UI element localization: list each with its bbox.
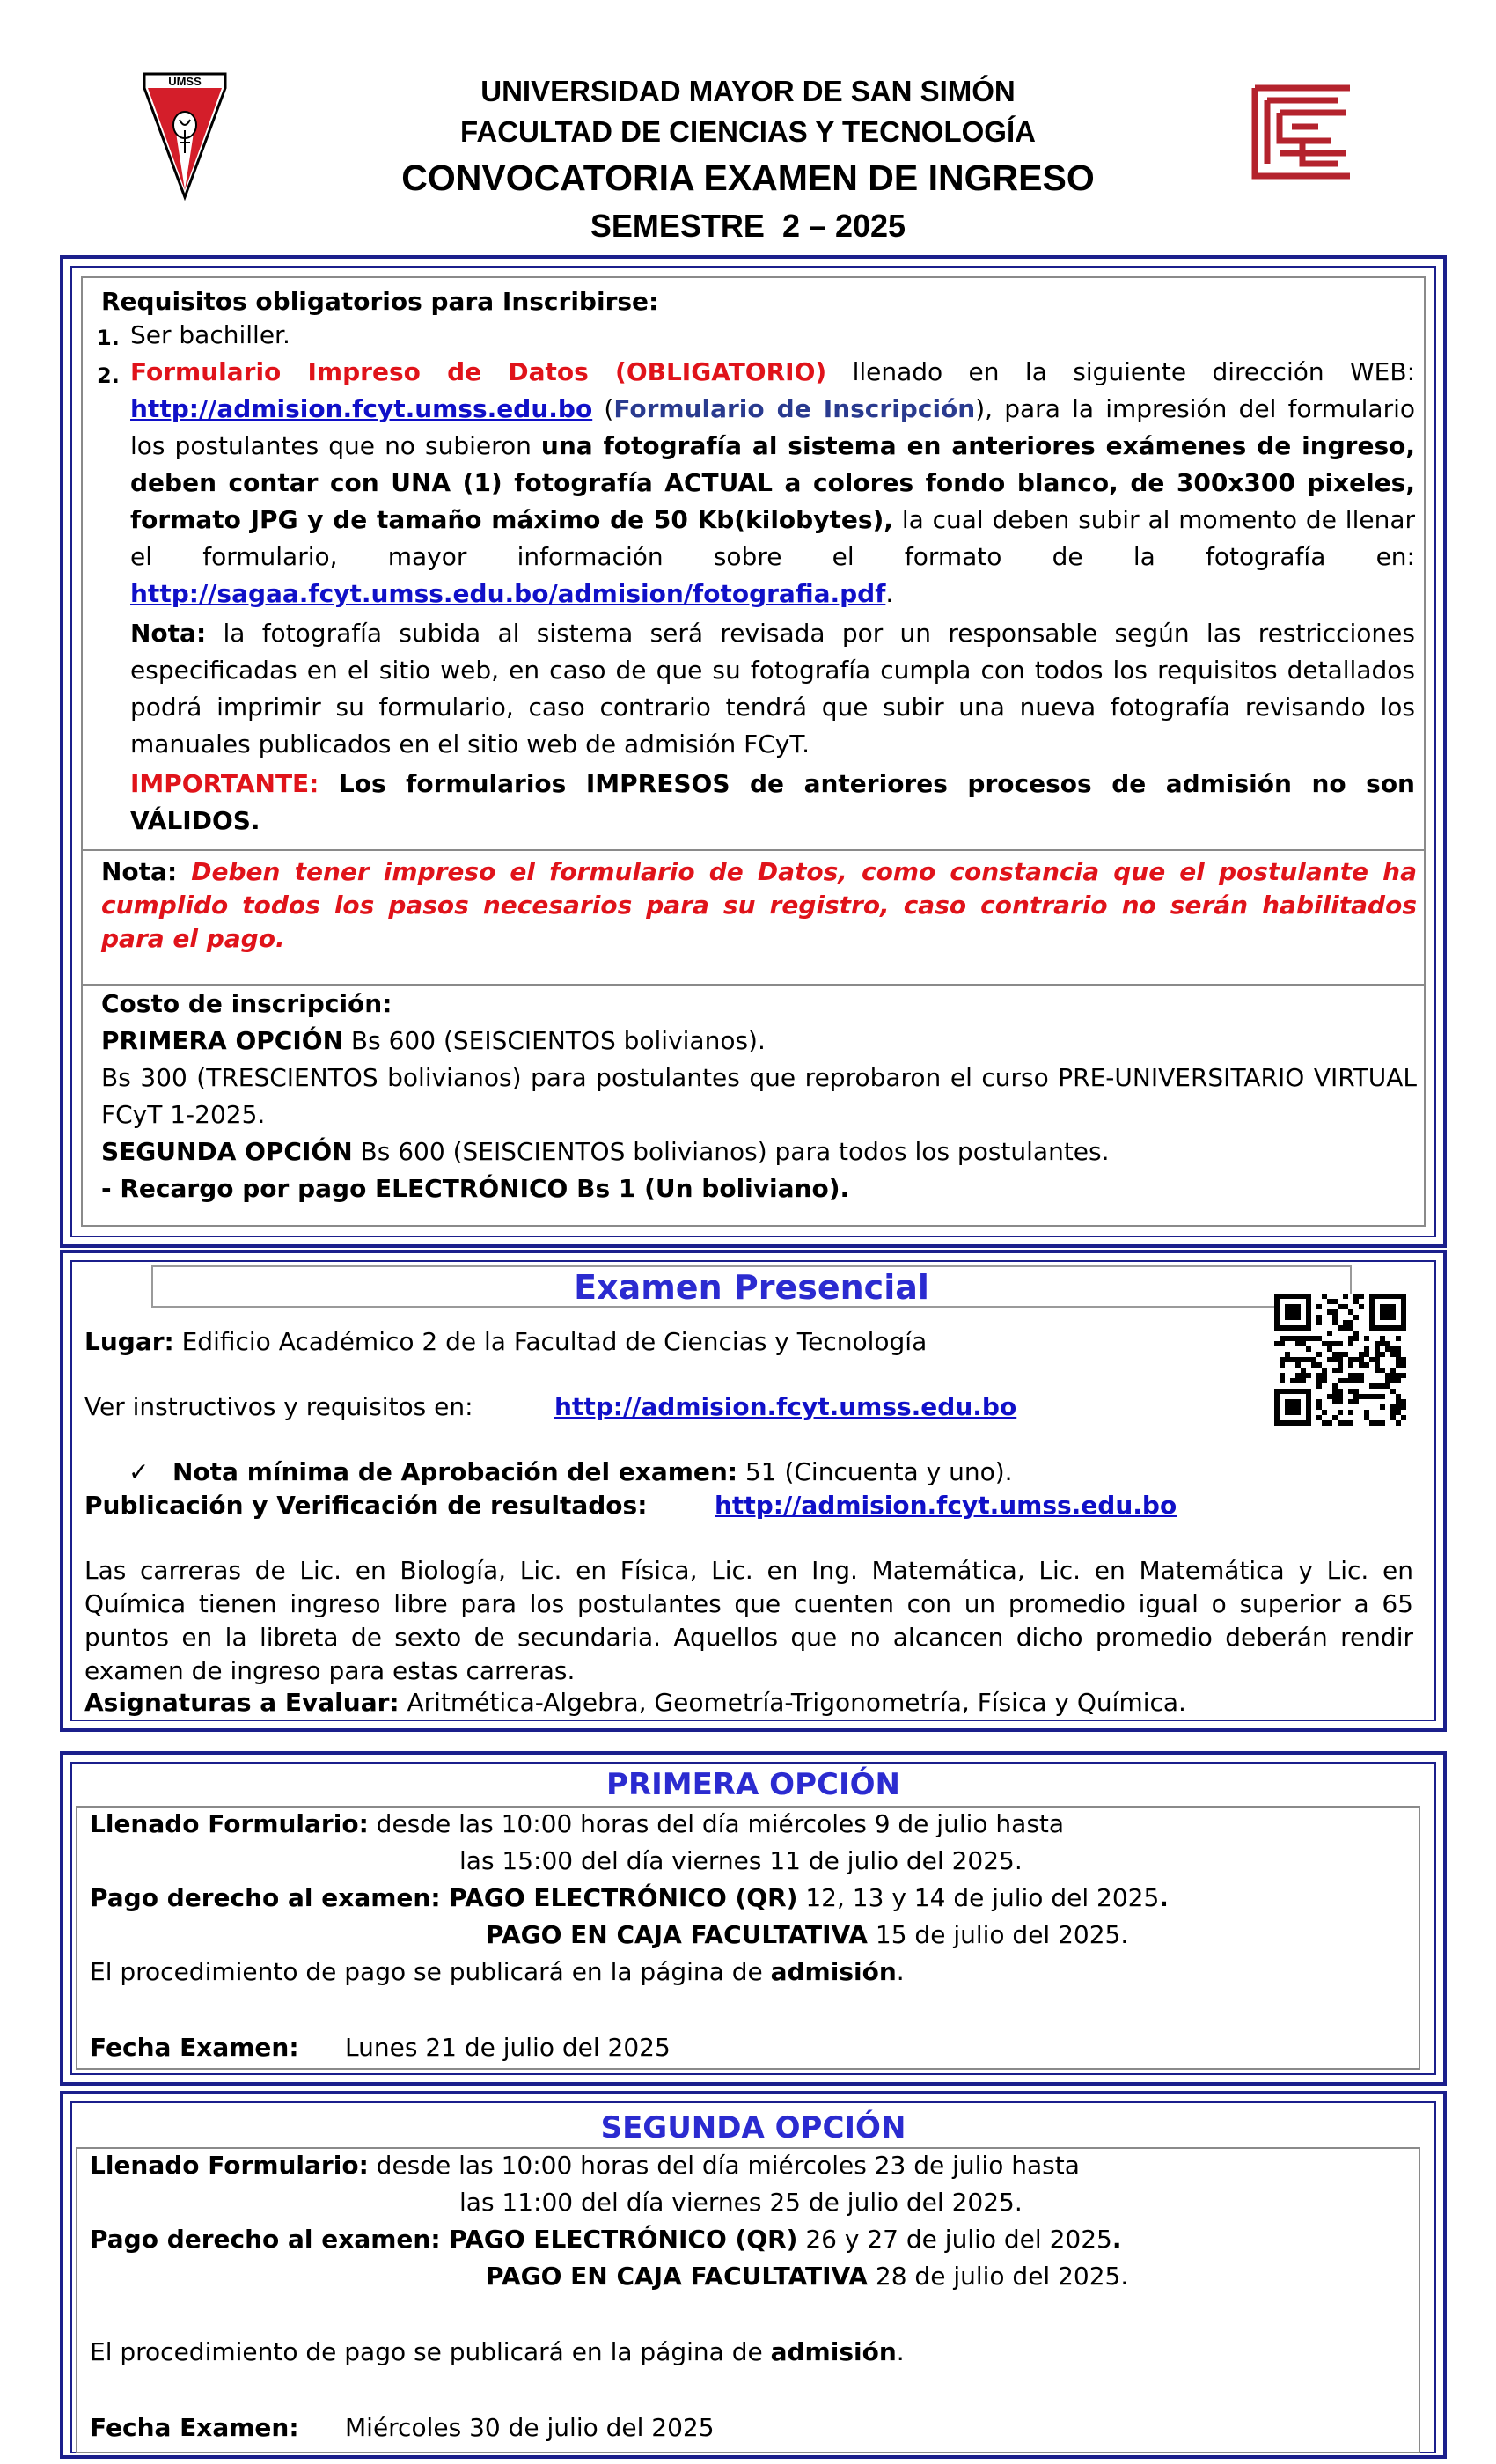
lugar-text: Edificio Académico 2 de la Facultad de Ciencias y Tecnología	[173, 1327, 928, 1356]
item2-text-4: .	[885, 579, 894, 608]
admision-link[interactable]: http://admision.fcyt.umss.edu.bo	[130, 394, 593, 423]
segunda-pago-caja	[486, 2258, 1128, 2295]
lugar-label: Lugar:	[84, 1327, 174, 1356]
primera-proc-bold: admisión	[770, 1957, 897, 1986]
importante-label: IMPORTANTE:	[130, 769, 319, 798]
primera-pago-qr-label: PAGO ELECTRÓNICO (QR)	[440, 1883, 798, 1912]
costo-title: Costo de inscripción:	[101, 989, 392, 1018]
primera-pago-qr-text: 12, 13 y 14 de julio del 2025	[797, 1883, 1160, 1912]
nota-pago-text: Deben tener impreso el formulario de Datos, como constancia que el postulante ha cumplido todos los pasos necesarios para su registro, caso contrario no serán habilitados para el pago.	[101, 857, 1417, 953]
importante-paragraph	[130, 766, 1415, 840]
primera-title: PRIMERA OPCIÓN	[606, 1767, 900, 1802]
primera-procedimiento	[90, 1954, 905, 1991]
primera-pago-qr	[90, 1880, 1169, 1917]
costo-segunda	[101, 1133, 1417, 1170]
primera-pago-qr-dot: .	[1159, 1883, 1169, 1912]
costo-bs300: Bs 300 (TRESCIENTOS bolivianos) para postulantes que reprobaron el curso PRE-UNIVERSITARIO VIRTUAL FCyT 1-2025.	[101, 1063, 1417, 1129]
university-name: UNIVERSIDAD MAYOR DE SAN SIMÓN	[480, 75, 1016, 107]
publicacion-link[interactable]: http://admision.fcyt.umss.edu.bo	[715, 1491, 1177, 1520]
primera-pago-caja	[486, 1917, 1128, 1954]
ver-instructivos-link[interactable]: http://admision.fcyt.umss.edu.bo	[554, 1392, 1017, 1421]
segunda-fecha-label: Fecha Examen:	[90, 2413, 299, 2442]
item2-paren: (	[592, 394, 614, 423]
examen-title: Examen Presencial	[574, 1268, 929, 1307]
fotografia-pdf-link[interactable]: http://sagaa.fcyt.umss.edu.bo/admision/fotografia.pdf	[130, 579, 886, 608]
segunda-llenado-line2: las 11:00 del día viernes 25 de julio del 2025.	[459, 2188, 1023, 2217]
segunda-pago-qr-label: PAGO ELECTRÓNICO (QR)	[440, 2225, 798, 2254]
segunda-pago-qr	[90, 2221, 1121, 2258]
asignaturas-line	[84, 1684, 1186, 1721]
nota-foto-text: la fotografía subida al sistema será revisada por un responsable según las restricciones especificadas en el sitio web, en caso de que su fotografía cumpla con todos los requisitos detallados podrá imprimir su formulario, caso contrario tendrá que subir una nueva fotografía revisando los manuales publicados en el sitio web de admisión FCyT.	[130, 619, 1415, 759]
costo-segunda-label: SEGUNDA OPCIÓN	[101, 1137, 353, 1166]
page-title: CONVOCATORIA EXAMEN DE INGRESO	[401, 158, 1095, 198]
faculty-name: FACULTAD DE CIENCIAS Y TECNOLOGÍA	[460, 115, 1036, 148]
segunda-pago-caja-label: PAGO EN CAJA FACULTATIVA	[486, 2262, 868, 2291]
segunda-llenado-line1	[90, 2147, 1080, 2184]
item2-number: 2.	[97, 363, 120, 388]
primera-fecha-label: Fecha Examen:	[90, 2033, 299, 2062]
check-icon: ✓	[128, 1457, 150, 1486]
nota-pago-paragraph	[101, 855, 1417, 956]
item2-paragraph	[130, 354, 1415, 612]
primera-llenado-line1	[90, 1806, 1064, 1843]
qr-code-icon	[1274, 1294, 1406, 1427]
primera-pago-caja-text: 15 de julio del 2025.	[867, 1920, 1129, 1949]
primera-proc-dot: .	[896, 1957, 905, 1986]
formulario-obligatorio-label: Formulario Impreso de Datos (OBLIGATORIO)	[130, 357, 827, 386]
segunda-proc-bold: admisión	[770, 2337, 897, 2366]
costo-primera-label: PRIMERA OPCIÓN	[101, 1026, 343, 1055]
nota-minima-label: Nota mínima de Aprobación del examen:	[172, 1457, 738, 1486]
nota-foto-label: Nota:	[130, 619, 207, 648]
formulario-inscripcion-label: Formulario de Inscripción	[613, 394, 976, 423]
requisitos-title: Requisitos obligatorios para Inscribirse:	[101, 287, 659, 316]
ver-instructivos-text: Ver instructivos y requisitos en:	[84, 1392, 473, 1421]
primera-llenado-line2: las 15:00 del día viernes 11 de julio del 2025.	[459, 1846, 1023, 1875]
segunda-proc-text: El procedimiento de pago se publicará en la página de	[90, 2337, 771, 2366]
publicacion-line	[84, 1487, 647, 1524]
costo-primera	[101, 1023, 1417, 1060]
costo-recargo: - Recargo por pago ELECTRÓNICO Bs 1 (Un boliviano).	[101, 1174, 850, 1203]
importante-text: Los formularios IMPRESOS de anteriores procesos de admisión no son VÁLIDOS.	[130, 769, 1415, 835]
primera-fecha-text: Lunes 21 de julio del 2025	[345, 2033, 671, 2062]
item2-text-2: ), para la impresión del formulario los postulantes que no subieron	[130, 394, 1415, 460]
foto-requirements: una fotografía al sistema en anteriores exámenes de ingreso, deben contar con UNA (1) fotografía ACTUAL a colores fondo blanco, de 300x300 pixeles, formato JPG y de tamaño máximo de 50 Kb(kilobytes),	[130, 431, 1416, 534]
segunda-llenado-l1: desde las 10:00 horas del día miércoles 23 de julio hasta	[368, 2151, 1080, 2180]
item2-text-3: la cual deben subir al momento de llenar el formulario, mayor información sobre el formato de la fotografía en:	[130, 505, 1415, 571]
primera-pago-label: Pago derecho al examen:	[90, 1883, 441, 1912]
carreras-paragraph: Las carreras de Lic. en Biología, Lic. en Física, Lic. en Ing. Matemática, Lic. en Matemática y Lic. en Química tienen ingreso libre para los postulantes que cuenten con un promedio igual o superior a 65 puntos en la libreta de sexto de secundaria. Aquellos que no alcancen dicho promedio deberán rendir examen de ingreso para estas carreras.	[84, 1556, 1413, 1685]
nota-minima-line	[172, 1454, 1013, 1491]
segunda-fecha-text: Miércoles 30 de julio del 2025	[345, 2413, 715, 2442]
segunda-pago-label: Pago derecho al examen:	[90, 2225, 441, 2254]
segunda-proc-dot: .	[896, 2337, 905, 2366]
nota-pago-label: Nota:	[101, 857, 178, 886]
item2-text-1: llenado en la siguiente dirección WEB:	[826, 357, 1416, 386]
primera-proc-text: El procedimiento de pago se publicará en la página de	[90, 1957, 771, 1986]
segunda-title: SEGUNDA OPCIÓN	[600, 2110, 906, 2145]
umss-logo-text: UMSS	[168, 75, 202, 88]
primera-llenado-l1: desde las 10:00 horas del día miércoles 9 de julio hasta	[368, 1809, 1065, 1838]
nota-minima-text: 51 (Cincuenta y uno).	[737, 1457, 1013, 1486]
item1-number: 1.	[97, 326, 120, 350]
item1-text: Ser bachiller.	[130, 320, 290, 349]
divider-1	[81, 849, 1426, 851]
asignaturas-text: Aritmética-Algebra, Geometría-Trigonometría, Física y Química.	[399, 1688, 1186, 1717]
costo-segunda-text: Bs 600 (SEISCIENTOS bolivianos) para todos los postulantes.	[352, 1137, 1110, 1166]
nota-foto-paragraph	[130, 615, 1415, 763]
primera-pago-caja-label: PAGO EN CAJA FACULTATIVA	[486, 1920, 868, 1949]
segunda-pago-qr-dot: .	[1111, 2225, 1122, 2254]
segunda-pago-caja-text: 28 de julio del 2025.	[867, 2262, 1129, 2291]
semester-title: SEMESTRE 2 – 2025	[590, 208, 906, 244]
segunda-llenado-label: Llenado Formulario:	[90, 2151, 369, 2180]
lugar-line	[84, 1324, 927, 1360]
segunda-procedimiento	[90, 2334, 905, 2371]
primera-llenado-label: Llenado Formulario:	[90, 1809, 369, 1838]
asignaturas-label: Asignaturas a Evaluar:	[84, 1688, 400, 1717]
publicacion-label: Publicación y Verificación de resultados:	[84, 1491, 648, 1520]
segunda-pago-qr-text: 26 y 27 de julio del 2025	[797, 2225, 1112, 2254]
costo-primera-text: Bs 600 (SEISCIENTOS bolivianos).	[343, 1026, 766, 1055]
